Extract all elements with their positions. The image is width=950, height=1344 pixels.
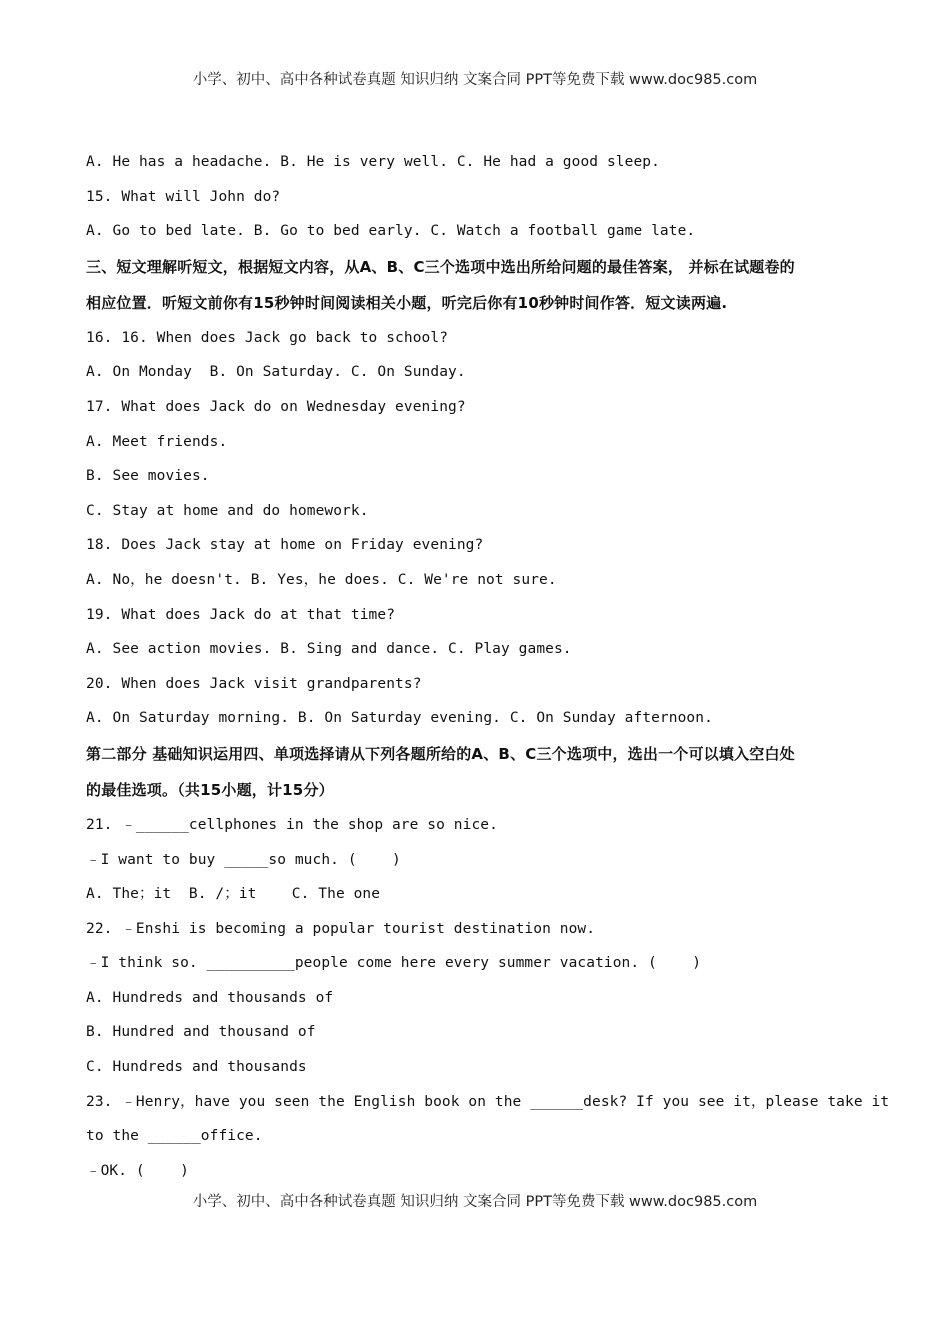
question-21-line-1: 21. ﹣______cellphones in the shop are so nice. [86,816,498,833]
answer-options-18: A. No，he doesn't. B. Yes，he does. C. We're not sure. [86,571,557,588]
answer-options-20: A. On Saturday morning. B. On Saturday evening. C. On Sunday afternoon. [86,710,713,727]
answer-options-16: A. On Monday B. On Saturday. C. On Sunday. [86,364,466,381]
question-23-line-2: to the ______office. [86,1128,263,1145]
page-footer: 小学、初中、高中各种试卷真题 知识归纳 文案合同 PPT等免费下载 www.doc985.com [192,1194,758,1210]
question-22-line-1: 22. ﹣Enshi is becoming a popular tourist destination now. [86,920,596,937]
answer-option-22b: B. Hundred and thousand of [86,1024,316,1041]
question-17: 17. What does Jack do on Wednesday evening? [86,398,466,415]
section-heading-3-line-2: 相应位置．听短文前你有15秒钟时间阅读相关小题，听完后你有10秒钟时间作答．短文读两遍. [86,293,728,312]
question-21-line-2: ﹣I want to buy _____so much. ( ) [86,851,401,868]
question-15: 15. What will John do? [86,188,281,205]
question-22-line-2: ﹣I think so. __________people come here every summer vacation. ( ) [86,955,702,972]
answer-option-17c: C. Stay at home and do homework. [86,502,369,519]
question-23-line-3: ﹣OK. ( ) [86,1162,189,1179]
question-20: 20. When does Jack visit grandparents? [86,675,422,692]
answer-option-17a: A. Meet friends. [86,433,228,450]
answer-option-22a: A. Hundreds and thousands of [86,989,334,1006]
page-header: 小学、初中、高中各种试卷真题 知识归纳 文案合同 PPT等免费下载 www.doc985.com [192,72,758,88]
question-19: 19. What does Jack do at that time? [86,606,396,623]
question-18: 18. Does Jack stay at home on Friday evening? [86,537,484,554]
part-2-heading-line-1: 第二部分 基础知识运用四、单项选择请从下列各题所给的A、B、C三个选项中，选出一个可以填入空白处 [86,744,795,763]
answer-option-17b: B. See movies. [86,468,210,485]
answer-options-19: A. See action movies. B. Sing and dance. C. Play games. [86,641,572,658]
section-heading-3-line-1: 三、短文理解听短文，根据短文内容，从A、B、C三个选项中选出所给问题的最佳答案， 并标在试题卷的 [86,257,795,276]
answer-options-14: A. He has a headache. B. He is very well. C. He had a good sleep. [86,154,660,170]
part-2-heading-line-2: 的最佳选项。（共15小题，计15分） [86,780,334,799]
document-body [86,145,890,1188]
answer-options-21: A. The；it B. /；it C. The one [86,886,381,903]
answer-option-22c: C. Hundreds and thousands [86,1059,307,1076]
answer-options-15: A. Go to bed late. B. Go to bed early. C. Watch a football game late. [86,223,696,240]
question-23-line-1: 23. ﹣Henry，have you seen the English book on the ______desk? If you see it，please take it [86,1093,890,1110]
question-16: 16. 16. When does Jack go back to school? [86,329,449,346]
